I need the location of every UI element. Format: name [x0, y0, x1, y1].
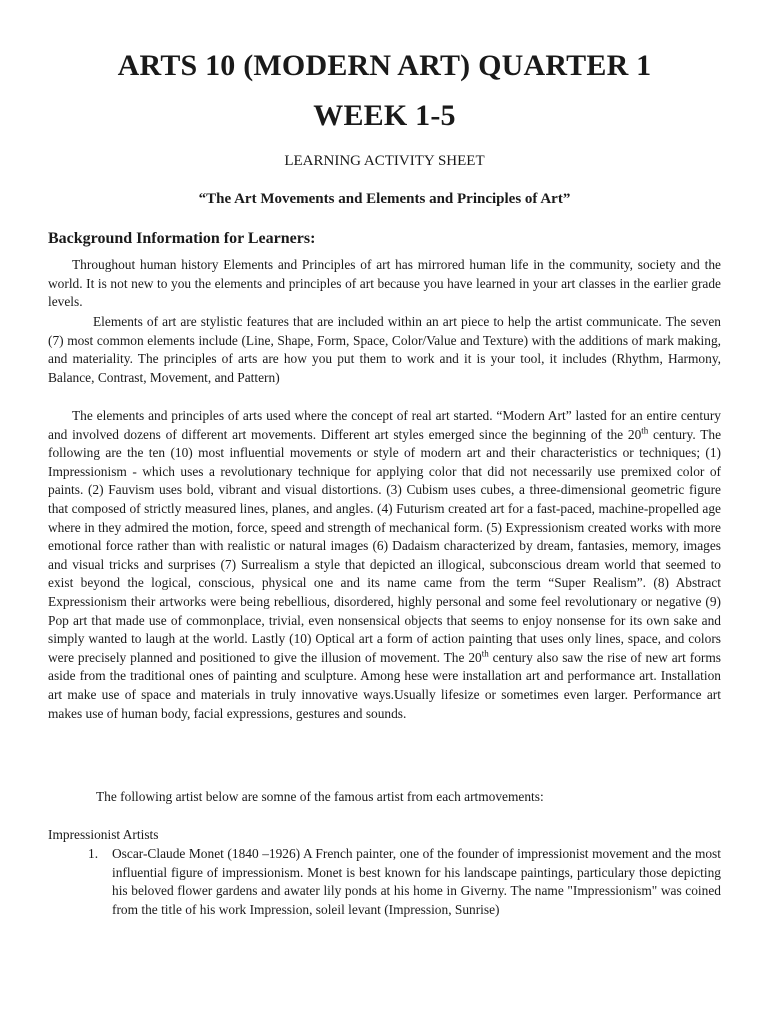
list-item-text: Oscar-Claude Monet (1840 –1926) A French painter, one of the founder of impressionist movement and the most influential figure of impressionism. Monet is best known for his landscape paintings, particulary those depicting his beloved flower gardens and awater lily ponds at his home in Giverny. The name "Impressionism" was coined from the title of his work Impression, soleil levant (Impression, Sunrise): [112, 846, 721, 917]
list-item-number: 1.: [88, 846, 99, 861]
document-title: ARTS 10 (MODERN ART) QUARTER 1: [117, 49, 652, 82]
paragraph-text-segment: century. The following are the ten (10) most influential movements or style of modern art and their characteristics or techniques; (1) Impressionism - which uses a revolutionary technique for applying color that did not necessarily use premixed color of paints. (2) Fauvism uses bold, vibrant and visual distortions. (3) Cubism uses cubes, a three-dimensional geometric figure that composed of strictly measured lines, planes, and angles. (4) Futurism created art for a fast-paced, machine-propelled age where in they admired the motion, force, speed and strength of mechanical form. (5) Expressionism created works with more emotional force rather than with realistic or natural images (6) Dadaism characterized by dream, fantasies, memory, images and visual tricks and surprises (7) Surrealism a style that depicted an illogical, subconscious dream world that seemed to exist beyond the logical, conscious, physical one and its name came from the term “Super Realism”. (8) Abstract Expressionism their artworks were being rebellious, disordered, highly personal and some feel revolutionary or negative (9) Pop art that made use of commonplace, trivial, even nonsensical objects that seems to enjoy nonsense for its own sake and simply wanted to laugh at the world. Lastly (10) Optical art a form of action painting that uses only lines, space, and colors were precisely planned and positioned to give the illusion of movement. The 20: [48, 426, 722, 665]
list-item: [88, 845, 721, 919]
paragraph-elements: [48, 313, 721, 387]
ordinal-suffix: th: [641, 425, 649, 436]
paragraph-text-segment: The elements and principles of arts used where the concept of real art started. “Modern Art” lasted for an entire century and involved dozens of different art movements. Different art styles emerged since the beginning of the 20: [48, 408, 721, 442]
sheet-label: LEARNING ACTIVITY SHEET: [284, 153, 485, 169]
ordinal-suffix: th: [481, 648, 489, 659]
paragraph-text: Elements of art are stylistic features that are included within an art piece to help the artist communicate. The seven (7) most common elements include (Line, Shape, Form, Space, Color/Value and Texture) with the additions of mark making, and materiality. The principles of arts are how you put them to work and it is your tool, it includes (Rhythm, Harmony, Balance, Contrast, Movement, and Pattern): [48, 314, 721, 385]
paragraph-movements: [48, 407, 721, 723]
impressionist-artists-heading: Impressionist Artists: [48, 827, 159, 842]
paragraph-artists-intro: [48, 788, 721, 807]
impressionist-artists-list: [88, 845, 721, 919]
paragraph-text: Throughout human history Elements and Principles of art has mirrored human life in the community, society and the world. It is not new to you the elements and principles of art because you have learned in your art classes in the earlier grade levels.: [48, 257, 721, 310]
paragraph-intro: [48, 256, 721, 312]
background-heading: Background Information for Learners:: [48, 230, 316, 247]
document-subtitle: “The Art Movements and Elements and Principles of Art”: [198, 191, 571, 207]
paragraph-text-segment: century also saw the rise of new art forms aside from the traditional ones of painting and sculpture. Among hese were installation art and performance art. Installation art make use of space and materials in truly innovative ways.Usually lifesize or sometimes even larger. Performance art makes use of human body, facial expressions, gestures and sounds.: [48, 649, 721, 721]
paragraph-text: [48, 407, 721, 723]
paragraph-text: The following artist below are somne of the famous artist from each artmovements:: [96, 789, 544, 804]
document-week-title: WEEK 1-5: [313, 99, 456, 132]
